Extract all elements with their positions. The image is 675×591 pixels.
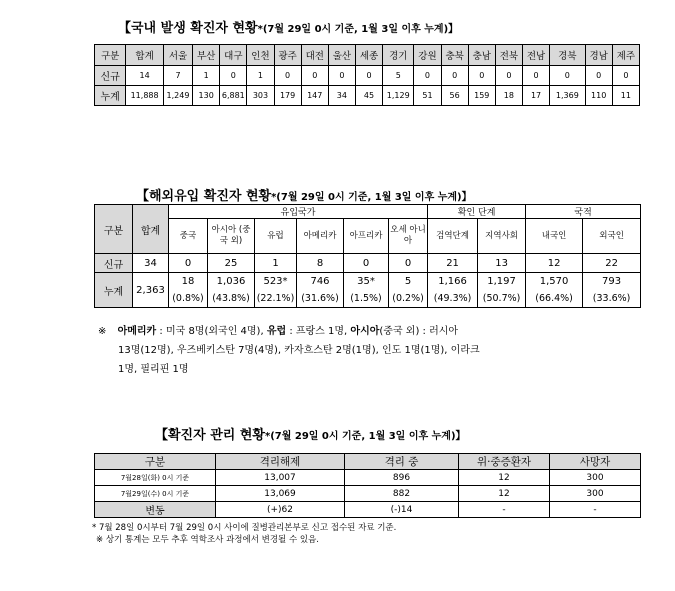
management-header-row [95, 454, 641, 470]
management-row-curr [95, 486, 641, 502]
domestic-header-cell: 대전 [301, 45, 328, 66]
management-title-sub: *(7월 29일 0시 기준, 1월 3일 이후 누계)】 [264, 431, 466, 442]
management-row-label: 7월28일(화) 0시 기준 [95, 470, 216, 486]
domestic-cell: 51 [414, 86, 441, 106]
overseas-cell: 523* [255, 273, 297, 291]
domestic-cell: 110 [585, 86, 612, 106]
domestic-cell: 1,129 [383, 86, 414, 106]
management-cell: 300 [550, 470, 641, 486]
overseas-cell: 1,197 [478, 273, 526, 291]
overseas-title-main: 【해외유입 확진자 현황 [136, 189, 272, 204]
domestic-cell: 0 [468, 66, 495, 86]
management-title-main: 【확진자 관리 현황 [155, 428, 265, 443]
footnote-1: * 7월 28일 0시부터 7월 29일 0시 사이에 질병관리본부로 신고 접수된 자료 기준. [92, 523, 397, 533]
domestic-cell: 1 [247, 66, 274, 86]
overseas-col-header: 검역단계 [428, 219, 478, 254]
overseas-cell: 793 [583, 273, 641, 291]
overseas-pct-cell: (0.8%) [169, 290, 208, 308]
domestic-header-cell: 경남 [585, 45, 612, 66]
domestic-new-row [95, 66, 640, 86]
management-cell: 882 [345, 486, 459, 502]
note-mark: ※ [98, 326, 107, 337]
management-header-cell: 위·중증환자 [459, 454, 550, 470]
note-americas-label: 아메리카 [117, 326, 157, 337]
management-header-cell: 격리 중 [345, 454, 459, 470]
domestic-cell: 5 [383, 66, 414, 86]
overseas-pct-cell: (0.2%) [389, 290, 428, 308]
footnote-2: ※ 상기 통계는 모두 추후 역학조사 과정에서 변경될 수 있음. [96, 535, 319, 545]
overseas-note [98, 322, 638, 379]
overseas-col-header: 아프리카 [344, 219, 389, 254]
overseas-cumulative-row [95, 273, 641, 291]
overseas-cell: 1 [255, 254, 297, 273]
management-cell: 13,069 [216, 486, 345, 502]
note-europe-label: 유럽 [266, 326, 287, 337]
domestic-cell: 0 [414, 66, 441, 86]
overseas-cell: 1,036 [208, 273, 255, 291]
overseas-cell: 35* [344, 273, 389, 291]
domestic-cell: 0 [441, 66, 468, 86]
overseas-table [94, 204, 641, 308]
overseas-confirm-group: 확인 단계 [428, 205, 526, 219]
overseas-cell: 12 [526, 254, 583, 273]
domestic-cell: 18 [495, 86, 522, 106]
overseas-pct-cell: (66.4%) [526, 290, 583, 308]
management-cell: - [550, 502, 641, 518]
overseas-title-sub: *(7월 29일 0시 기준, 1월 3일 이후 누계)】 [271, 192, 472, 203]
domestic-cell: 0 [612, 66, 639, 86]
overseas-pct-cell: (33.6%) [583, 290, 641, 308]
overseas-pct-cell: (31.6%) [297, 290, 344, 308]
domestic-cell: 14 [126, 66, 164, 86]
overseas-pct-cell: (1.5%) [344, 290, 389, 308]
domestic-cell: 11 [612, 86, 639, 106]
domestic-header-cell: 대구 [220, 45, 247, 66]
domestic-cell: 147 [301, 86, 328, 106]
overseas-origin-group: 유입국가 [169, 205, 428, 219]
overseas-cell: 1,166 [428, 273, 478, 291]
domestic-cell: 0 [274, 66, 301, 86]
overseas-cell: 22 [583, 254, 641, 273]
domestic-table [94, 44, 640, 106]
management-row-prev [95, 470, 641, 486]
overseas-col-header: 중국 [169, 219, 208, 254]
overseas-cell: 13 [478, 254, 526, 273]
domestic-cell: 0 [355, 66, 382, 86]
management-cell: 896 [345, 470, 459, 486]
domestic-cell: 0 [550, 66, 585, 86]
domestic-cell: 1,369 [550, 86, 585, 106]
overseas-cell: 34 [133, 254, 169, 273]
overseas-gubun-header: 구분 [95, 205, 133, 254]
note-line-3: 1명, 필리핀 1명 [118, 364, 189, 375]
domestic-cell: 179 [274, 86, 301, 106]
domestic-header-cell: 제주 [612, 45, 639, 66]
domestic-cell: 56 [441, 86, 468, 106]
overseas-row-label: 신규 [95, 254, 133, 273]
domestic-cell: 0 [328, 66, 355, 86]
management-row-label: 변동 [95, 502, 216, 518]
overseas-cell: 5 [389, 273, 428, 291]
domestic-header-cell: 경북 [550, 45, 585, 66]
domestic-header-cell: 부산 [193, 45, 220, 66]
overseas-pct-cell: (50.7%) [478, 290, 526, 308]
domestic-cell: 17 [522, 86, 549, 106]
domestic-header-cell: 강원 [414, 45, 441, 66]
overseas-pct-cell: (43.8%) [208, 290, 255, 308]
overseas-cell: 1,570 [526, 273, 583, 291]
domestic-header-cell: 충북 [441, 45, 468, 66]
overseas-cell: 0 [389, 254, 428, 273]
overseas-cell: 18 [169, 273, 208, 291]
domestic-title [118, 20, 458, 39]
overseas-pct-cell: (22.1%) [255, 290, 297, 308]
overseas-cell: 21 [428, 254, 478, 273]
overseas-pct-cell: (49.3%) [428, 290, 478, 308]
domestic-cumulative-row [95, 86, 640, 106]
domestic-cell: 303 [247, 86, 274, 106]
domestic-cell: 130 [193, 86, 220, 106]
overseas-group-row [95, 205, 641, 219]
overseas-cell: 746 [297, 273, 344, 291]
domestic-title-main: 【국내 발생 확진자 현황 [118, 21, 258, 36]
overseas-row-label: 누계 [95, 273, 133, 308]
management-header-cell: 사망자 [550, 454, 641, 470]
management-row-label: 7월29일(수) 0시 기준 [95, 486, 216, 502]
overseas-col-header: 지역사회 [478, 219, 526, 254]
domestic-header-cell: 전남 [522, 45, 549, 66]
domestic-cell: 1 [193, 66, 220, 86]
management-table [94, 453, 641, 518]
domestic-cell: 0 [585, 66, 612, 86]
overseas-cum-total: 2,363 [133, 273, 169, 308]
domestic-header-cell: 구분 [95, 45, 126, 66]
management-row-change [95, 502, 641, 518]
management-cell: 12 [459, 486, 550, 502]
overseas-col-header: 오세 아니아 [389, 219, 428, 254]
note-line-2: 13명(12명), 우즈베키스탄 7명(4명), 카자흐스탄 2명(1명), 인도 1명(1명), 이라크 [118, 345, 480, 356]
domestic-header-cell: 세종 [355, 45, 382, 66]
management-cell: 13,007 [216, 470, 345, 486]
overseas-cell: 0 [344, 254, 389, 273]
domestic-row-label: 신규 [95, 66, 126, 86]
domestic-header-row [95, 45, 640, 66]
domestic-title-sub: *(7월 29일 0시 기준, 1월 3일 이후 누계)】 [257, 24, 459, 35]
overseas-total-header: 합계 [133, 205, 169, 254]
note-line-1 [98, 322, 638, 341]
overseas-new-row [95, 254, 641, 273]
management-cell: - [459, 502, 550, 518]
domestic-cell: 34 [328, 86, 355, 106]
domestic-header-cell: 광주 [274, 45, 301, 66]
overseas-cell: 25 [208, 254, 255, 273]
management-header-cell: 구분 [95, 454, 216, 470]
domestic-cell: 1,249 [163, 86, 192, 106]
domestic-cell: 0 [220, 66, 247, 86]
overseas-col-header: 아시아 (중국 외) [208, 219, 255, 254]
overseas-percent-row [95, 290, 641, 308]
note-europe-text: : 프랑스 1명, [286, 326, 351, 337]
overseas-col-header: 유럽 [255, 219, 297, 254]
domestic-header-cell: 전북 [495, 45, 522, 66]
overseas-col-header: 아메리카 [297, 219, 344, 254]
note-asia-label: 아시아 [350, 326, 380, 337]
overseas-header-row [95, 219, 641, 254]
domestic-header-cell: 경기 [383, 45, 414, 66]
note-asia-text: (중국 외) : 러시아 [379, 326, 459, 337]
overseas-cell: 0 [169, 254, 208, 273]
domestic-header-cell: 서울 [163, 45, 192, 66]
domestic-header-cell: 인천 [247, 45, 274, 66]
domestic-header-cell: 합계 [126, 45, 164, 66]
management-cell: (+)62 [216, 502, 345, 518]
domestic-cell: 0 [495, 66, 522, 86]
management-cell: (-)14 [345, 502, 459, 518]
management-header-cell: 격리해제 [216, 454, 345, 470]
domestic-cell: 7 [163, 66, 192, 86]
domestic-cell: 0 [522, 66, 549, 86]
overseas-cell: 8 [297, 254, 344, 273]
domestic-header-cell: 충남 [468, 45, 495, 66]
domestic-cell: 0 [301, 66, 328, 86]
overseas-nation-group: 국적 [526, 205, 641, 219]
domestic-header-cell: 울산 [328, 45, 355, 66]
overseas-col-header: 내국인 [526, 219, 583, 254]
domestic-cell: 11,888 [126, 86, 164, 106]
domestic-row-label: 누계 [95, 86, 126, 106]
management-cell: 300 [550, 486, 641, 502]
management-title [155, 427, 466, 446]
domestic-cell: 6,881 [220, 86, 247, 106]
note-americas-text: : 미국 8명(외국인 4명), [156, 326, 267, 337]
management-cell: 12 [459, 470, 550, 486]
overseas-col-header: 외국인 [583, 219, 641, 254]
domestic-cell: 45 [355, 86, 382, 106]
domestic-cell: 159 [468, 86, 495, 106]
